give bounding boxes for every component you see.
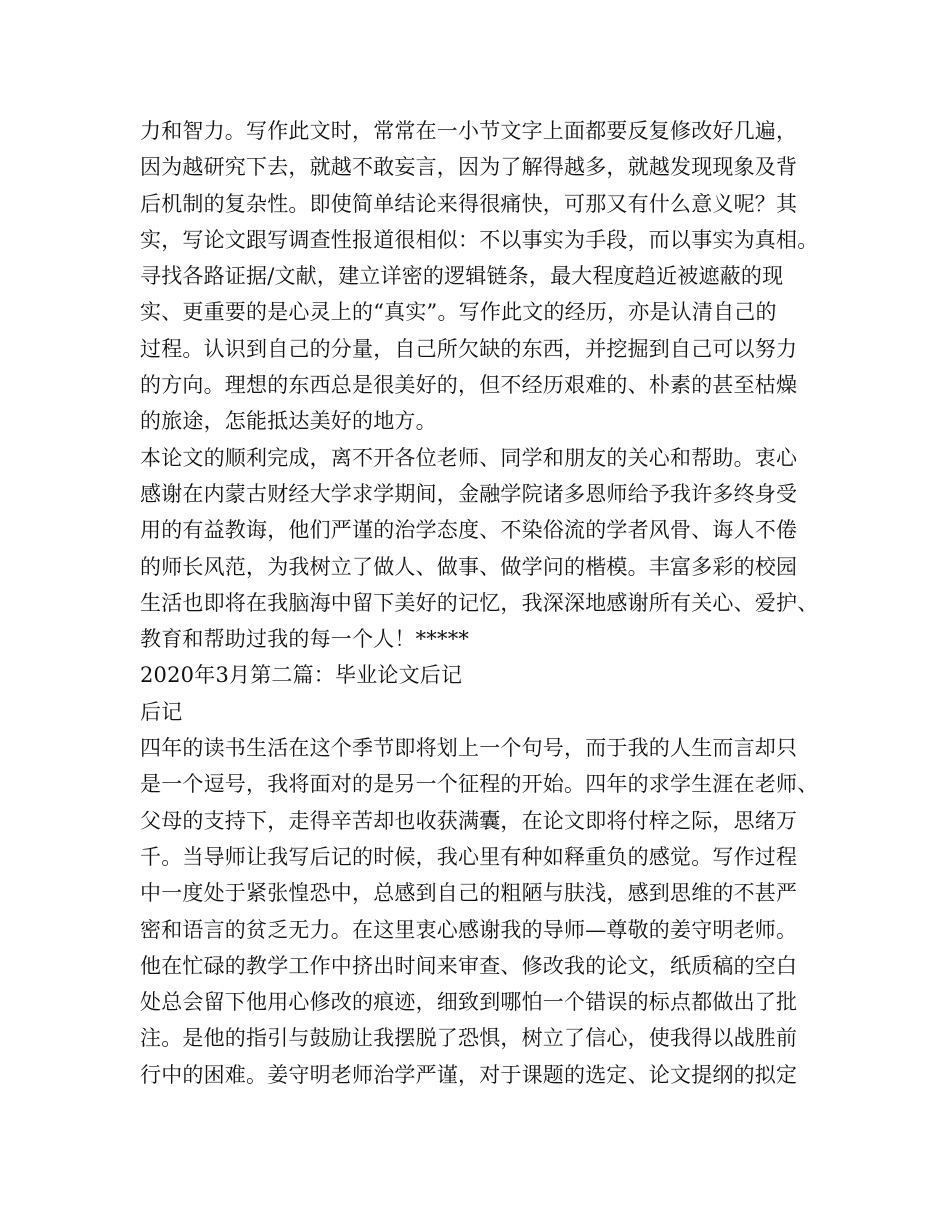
text-line: 注。是他的指引与鼓励让我摆脱了恐惧，树立了信心，使我得以战胜前 xyxy=(140,1026,798,1051)
text-line: 因为越研究下去，就越不敢妄言，因为了解得越多，就越发现现象及背 xyxy=(140,155,798,180)
text-line: 实，写论文跟写调查性报道很相似：不以事实为手段，而以事实为真相。 xyxy=(140,227,819,252)
text-line: 四年的读书生活在这个季节即将划上一个句号，而于我的人生而言却只 xyxy=(140,736,798,761)
text-line: 感谢在内蒙古财经大学求学期间，金融学院诸多恩师给予我许多终身受 xyxy=(140,481,798,506)
text-line: 的师长风范，为我树立了做人、做事、做学问的楷模。丰富多彩的校园 xyxy=(140,554,798,579)
text-line: 的方向。理想的东西总是很美好的，但不经历艰难的、朴素的甚至枯燥 xyxy=(140,373,798,398)
text-line: 力和智力。写作此文时，常常在一小节文字上面都要反复修改好几遍， xyxy=(140,119,798,143)
text-line: 中一度处于紧张惶恐中，总感到自己的粗陋与肤浅，感到思维的不甚严 xyxy=(140,881,798,906)
text-line: 父母的支持下，走得辛苦却也收获满囊，在论文即将付梓之际，思绪万 xyxy=(140,808,798,833)
section-heading: 2020年3月第二篇：毕业论文后记 xyxy=(140,663,463,688)
text-line: 后机制的复杂性。即使简单结论来得很痛快，可那又有什么意义呢？其 xyxy=(140,191,798,216)
text-line: 教育和帮助过我的每一个人！***** xyxy=(140,627,470,652)
text-line: 本论文的顺利完成，离不开各位老师、同学和朋友的关心和帮助。衷心 xyxy=(140,445,798,470)
text-line: 千。当导师让我写后记的时候，我心里有种如释重负的感觉。写作过程 xyxy=(140,844,798,869)
text-line: 行中的困难。姜守明老师治学严谨，对于课题的选定、论文提纲的拟定 xyxy=(140,1062,798,1087)
text-line: 生活也即将在我脑海中留下美好的记忆，我深深地感谢所有关心、爱护、 xyxy=(140,590,819,615)
text-line: 寻找各路证据/文献，建立详密的逻辑链条，最大程度趋近被遮蔽的现 xyxy=(140,264,784,289)
text-line: 过程。认识到自己的分量，自己所欠缺的东西，并挖掘到自己可以努力 xyxy=(140,336,798,361)
text-line: 处总会留下他用心修改的痕迹，细致到哪怕一个错误的标点都做出了批 xyxy=(140,990,798,1015)
text-line: 实、更重要的是心灵上的“真实”。写作此文的经历，亦是认清自己的 xyxy=(140,300,777,325)
text-line: 密和语言的贫乏无力。在这里衷心感谢我的导师—尊敬的姜守明老师。 xyxy=(140,917,798,942)
text-line: 是一个逗号，我将面对的是另一个征程的开始。四年的求学生涯在老师、 xyxy=(140,772,819,797)
text-line: 用的有益教诲，他们严谨的治学态度、不染俗流的学者风骨、诲人不倦 xyxy=(140,518,798,543)
text-line: 的旅途，怎能抵达美好的地方。 xyxy=(140,409,437,434)
section-title: 后记 xyxy=(140,699,183,724)
document-body xyxy=(140,113,825,1093)
text-line: 他在忙碌的教学工作中挤出时间来审查、修改我的论文，纸质稿的空白 xyxy=(140,953,798,978)
